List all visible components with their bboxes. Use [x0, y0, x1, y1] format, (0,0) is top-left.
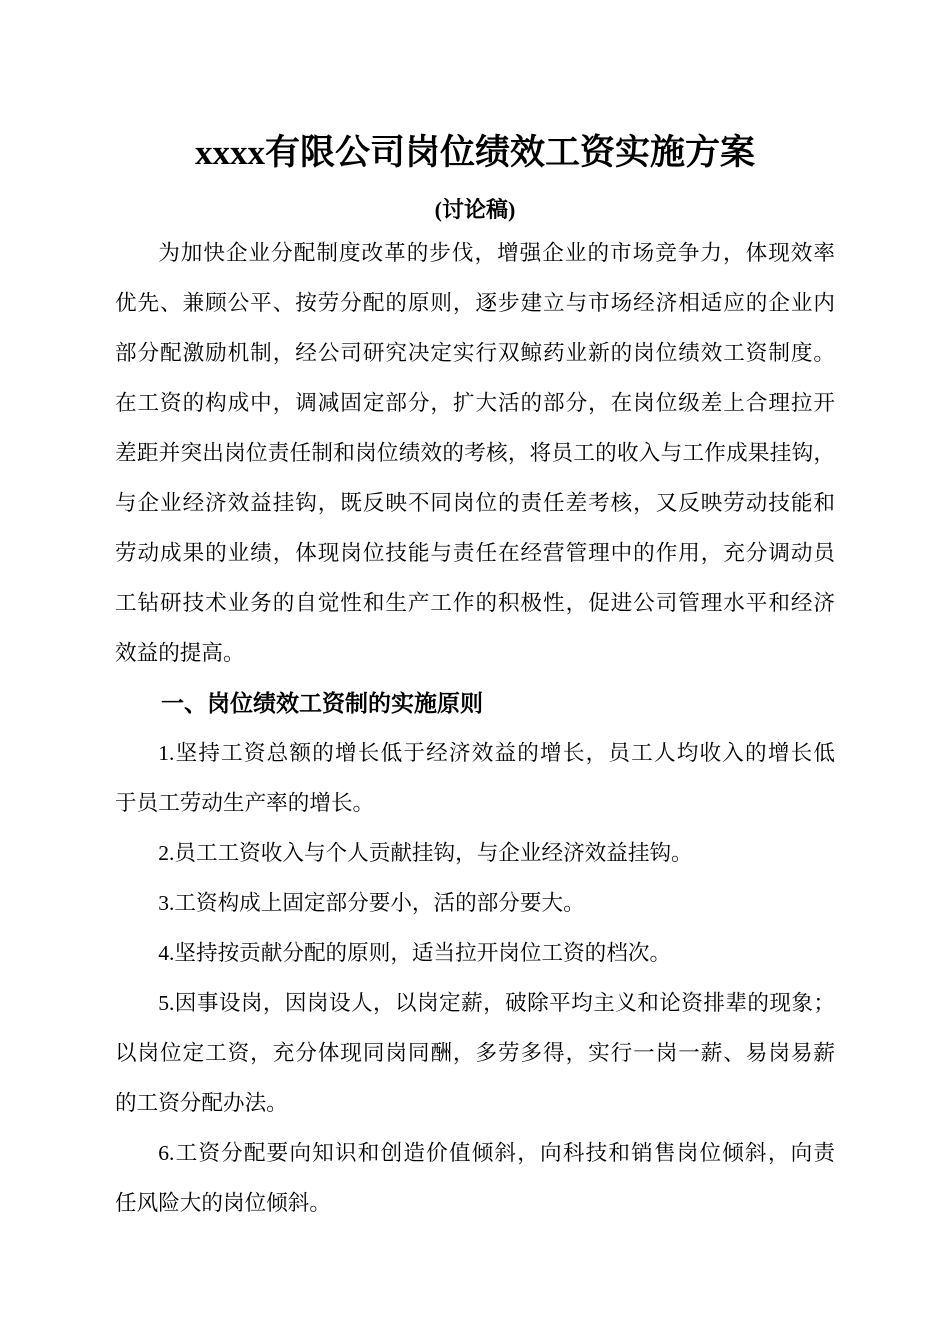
text-line: 劳动成果的业绩，体现岗位技能与责任在经营管理中的作用，充分调动员	[115, 541, 835, 565]
paragraph	[115, 928, 835, 978]
paragraph	[115, 728, 835, 828]
document-subtitle: (讨论稿)	[434, 197, 516, 222]
text-line: 于员工劳动生产率的增长。	[115, 791, 375, 815]
text-line: 4.坚持按贡献分配的原则，适当拉开岗位工资的档次。	[158, 941, 672, 965]
section-heading	[115, 678, 835, 728]
paragraph	[115, 828, 835, 878]
document-body	[115, 228, 835, 1228]
document-title: xxxx有限公司岗位绩效工资实施方案	[194, 133, 755, 172]
paragraph	[115, 1128, 835, 1228]
text-line: 以岗位定工资，充分体现同岗同酬，多劳多得，实行一岗一薪、易岗易薪	[115, 1041, 835, 1065]
text-line: 效益的提高。	[115, 641, 245, 665]
text-line: 为加快企业分配制度改革的步伐，增强企业的市场竞争力，体现效率	[158, 241, 835, 265]
text-line: 部分配激励机制，经公司研究决定实行双鲸药业新的岗位绩效工资制度。	[115, 341, 835, 365]
text-line: 与企业经济效益挂钩，既反映不同岗位的责任差考核，又反映劳动技能和	[115, 491, 835, 515]
text-line: 1.坚持工资总额的增长低于经济效益的增长，员工人均收入的增长低	[158, 741, 835, 765]
text-line: 优先、兼顾公平、按劳分配的原则，逐步建立与市场经济相适应的企业内	[115, 291, 835, 315]
text-line: 在工资的构成中，调减固定部分，扩大活的部分，在岗位级差上合理拉开	[115, 391, 835, 415]
text-line: 任风险大的岗位倾斜。	[115, 1191, 331, 1215]
text-line: 工钻研技术业务的自觉性和生产工作的积极性，促进公司管理水平和经济	[115, 591, 835, 615]
text-line: 2.员工工资收入与个人贡献挂钩，与企业经济效益挂钩。	[158, 841, 693, 865]
text-line: 差距并突出岗位责任制和岗位绩效的考核，将员工的收入与工作成果挂钩，	[115, 441, 835, 465]
text-line: 3.工资构成上固定部分要小，活的部分要大。	[158, 891, 585, 915]
text-line: 一、岗位绩效工资制的实施原则	[161, 690, 483, 716]
paragraph	[115, 878, 835, 928]
paragraph	[115, 228, 835, 678]
text-line: 的工资分配办法。	[115, 1091, 288, 1115]
text-line: 6.工资分配要向知识和创造价值倾斜，向科技和销售岗位倾斜，向责	[158, 1141, 835, 1165]
text-line: 5.因事设岗，因岗设人，以岗定薪，破除平均主义和论资排辈的现象；	[158, 991, 835, 1015]
paragraph	[115, 978, 835, 1128]
